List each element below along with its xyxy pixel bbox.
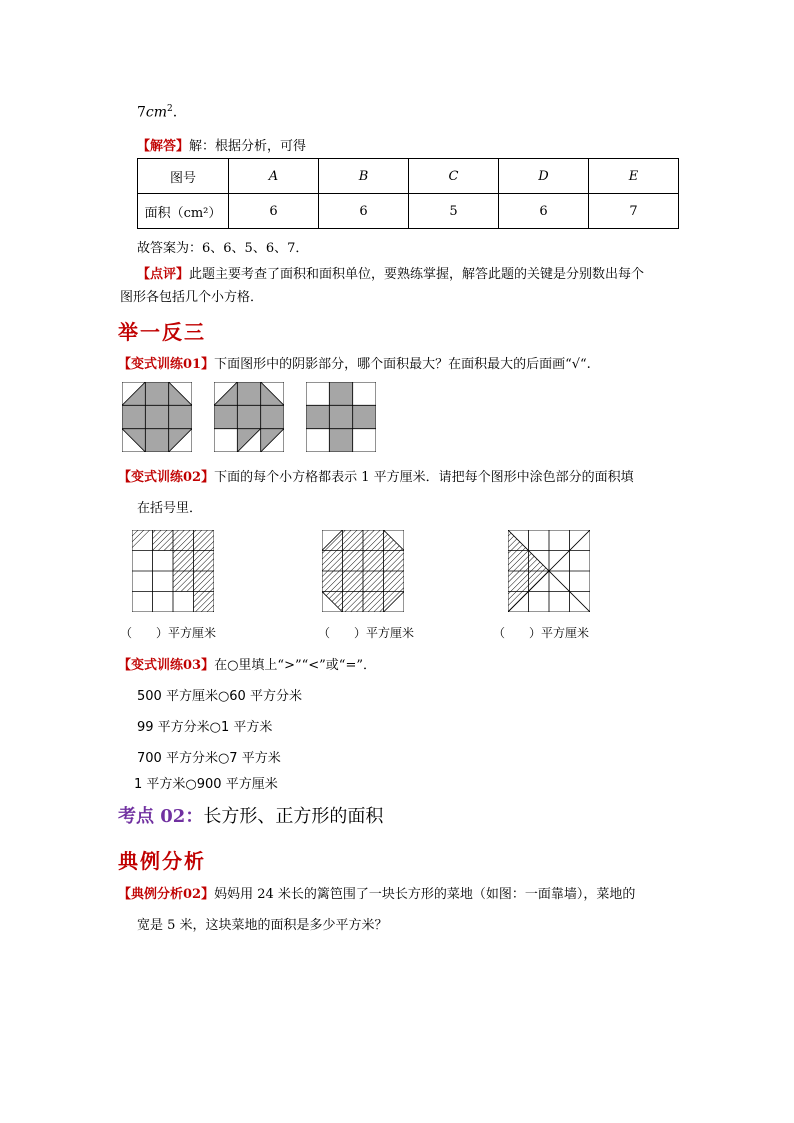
ex01-figure-1 bbox=[122, 382, 192, 452]
ex03-item-4: 1 平方米○900 平方厘米 bbox=[134, 777, 278, 792]
kaodian-02-title: 考点 02：长方形、正方形的面积 bbox=[118, 806, 384, 827]
table-row: 面积（cm²） 6 6 5 6 7 bbox=[138, 194, 679, 229]
comment-line-2: 图形各包括几个小方格． bbox=[120, 290, 264, 305]
table-row: 图号 A B C D E bbox=[138, 159, 679, 194]
ex02-figure-3 bbox=[508, 530, 590, 612]
ex01-figure-3 bbox=[306, 382, 376, 452]
ex01-figure-2 bbox=[214, 382, 284, 452]
section-title-jyfs: 举一反三 bbox=[118, 320, 206, 344]
conclusion: 故答案为：6、6、5、6、7． bbox=[137, 241, 309, 256]
answer-line: 【解答】解：根据分析，可得 bbox=[137, 139, 307, 154]
ex02-figure-1 bbox=[132, 530, 214, 612]
exercise-03: 【变式训练03】在○里填上“>”“<”或“=”． bbox=[118, 658, 376, 673]
top-line: $7cm^2$. bbox=[137, 104, 178, 121]
ex03-item-3: 700 平方分米○7 平方米 bbox=[137, 751, 281, 766]
area-table bbox=[137, 158, 679, 229]
exercise-02-line-2: 在括号里． bbox=[137, 501, 203, 516]
exercise-02-line-1: 【变式训练02】下面的每个小方格都表示 1 平方厘米．请把每个图形中涂色部分的面积填 bbox=[118, 470, 634, 485]
ex03-item-2: 99 平方分米○1 平方米 bbox=[137, 720, 273, 735]
example-02-line-1: 【典例分析02】妈妈用 24 米长的篱笆围了一块长方形的菜地（如图：一面靠墙），菜地的 bbox=[118, 887, 636, 902]
section-title-dlfx: 典例分析 bbox=[118, 849, 206, 873]
ex02-answer-1: （ ）平方厘米 bbox=[120, 626, 217, 640]
example-02-line-2: 宽是 5 米，这块菜地的面积是多少平方米？ bbox=[137, 918, 388, 933]
comment-line-1: 【点评】此题主要考查了面积和面积单位，要熟练掌握，解答此题的关键是分别数出每个 bbox=[137, 267, 645, 282]
ex02-answer-2: （ ）平方厘米 bbox=[318, 626, 415, 640]
ex02-figure-2 bbox=[322, 530, 404, 612]
ex02-answer-3: （ ）平方厘米 bbox=[493, 626, 590, 640]
ex03-item-1: 500 平方厘米○60 平方分米 bbox=[137, 689, 302, 704]
exercise-01: 【变式训练01】下面图形中的阴影部分，哪个面积最大？在面积最大的后面画“√“. bbox=[118, 357, 591, 372]
